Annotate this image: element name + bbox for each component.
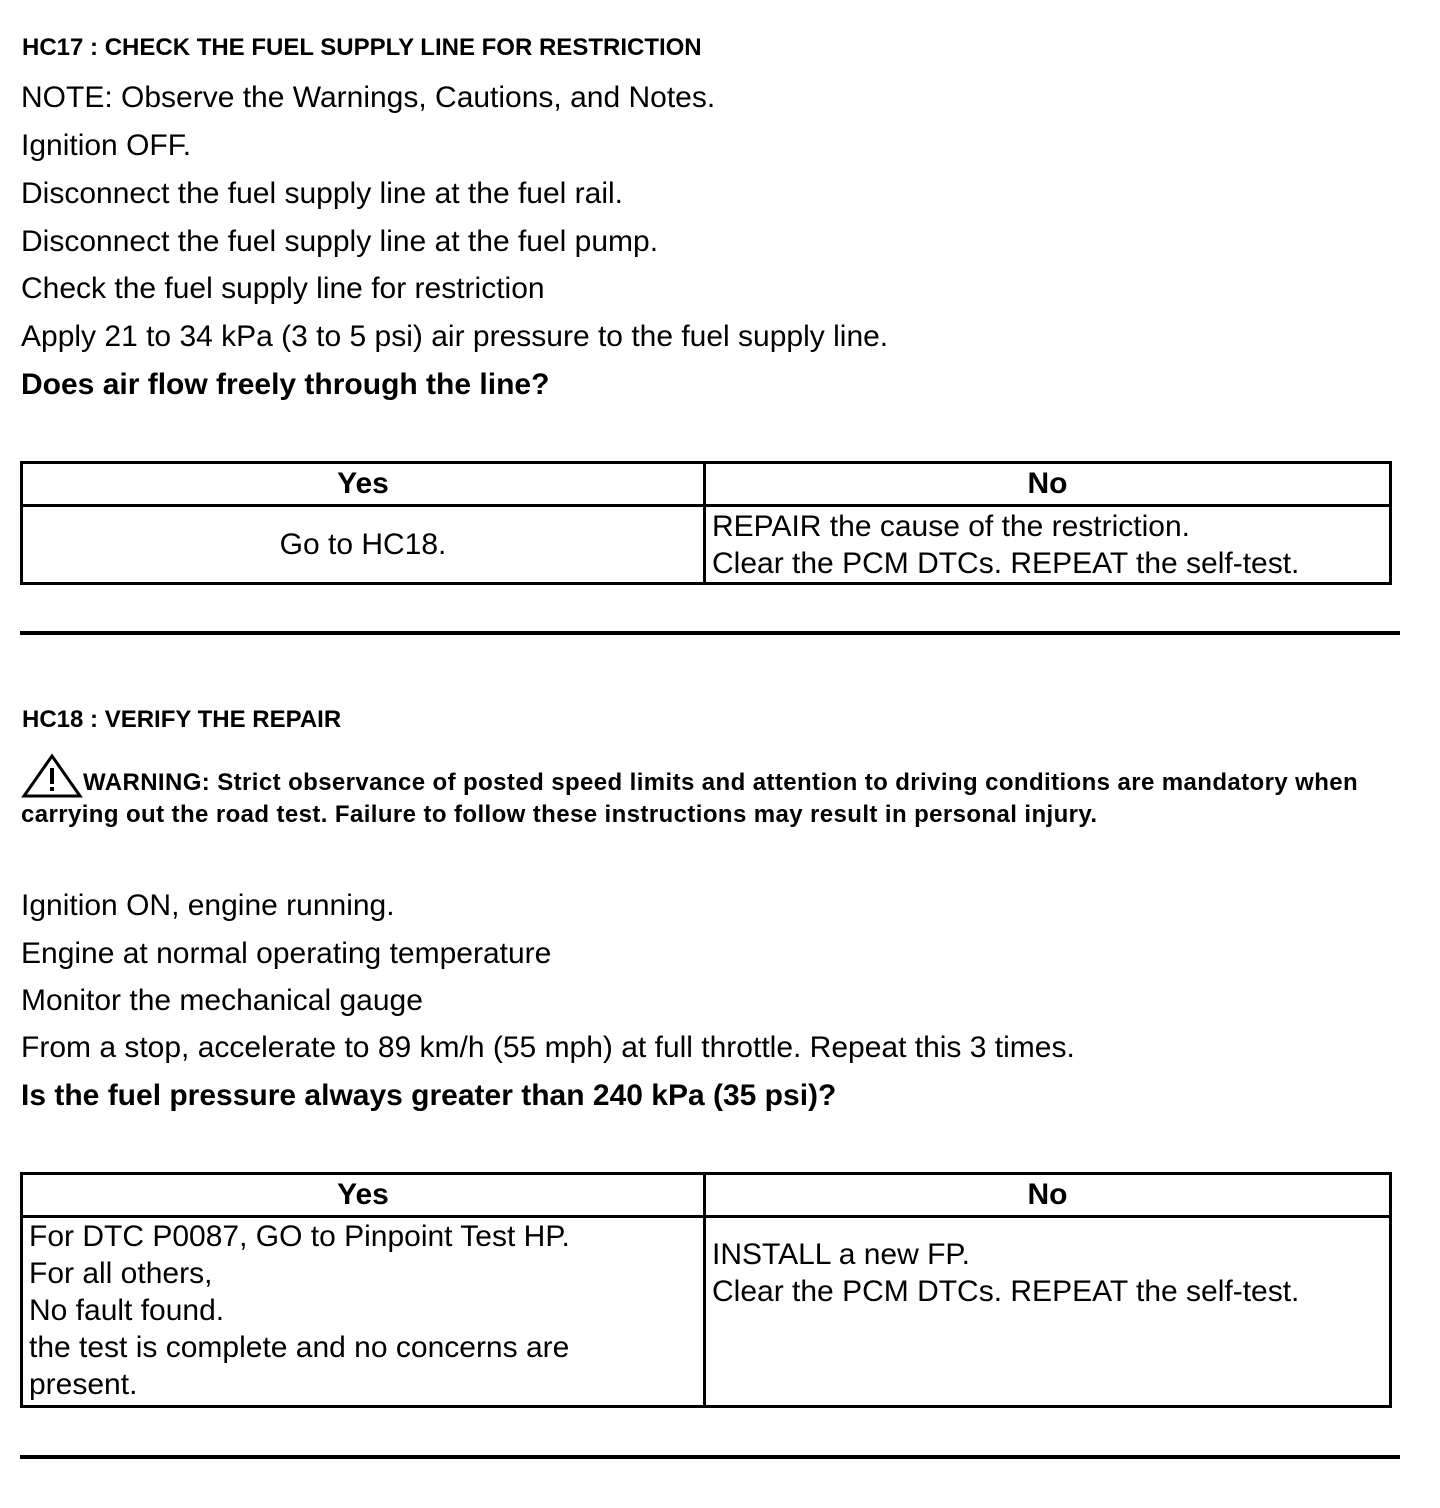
hc18-question: Is the fuel pressure always greater than 240 kPa (35 psi)?: [21, 1079, 837, 1112]
hc18-yes-line: For all others,: [29, 1257, 213, 1290]
hc18-yes-cell: [22, 1217, 705, 1407]
hc18-warning-text: WARNING: Strict observance of posted speed limits and attention to driving conditions are mandatory when carrying out the road test. Failure to follow these instructions may result in personal injury.: [21, 769, 1359, 828]
hc17-no-line: REPAIR the cause of the restriction.: [712, 509, 1190, 543]
hc17-title: HC17 : CHECK THE FUEL SUPPLY LINE FOR RESTRICTION: [22, 34, 702, 61]
warning-triangle-icon: [21, 753, 83, 799]
hc17-no-cell: [705, 506, 1391, 584]
hc18-title: HC18 : VERIFY THE REPAIR: [22, 706, 342, 733]
hc18-warning: [21, 753, 1381, 831]
hc17-step-disconnect-pump: Disconnect the fuel supply line at the fuel pump.: [21, 225, 659, 258]
hc18-no-cell: [705, 1217, 1391, 1407]
hc18-yes-header: Yes: [22, 1174, 705, 1217]
hc18-yes-line: the test is complete and no concerns are: [29, 1331, 570, 1364]
hc18-no-line: INSTALL a new FP.: [712, 1238, 970, 1271]
section-divider: [20, 1455, 1400, 1459]
hc18-step-ignition: Ignition ON, engine running.: [21, 889, 395, 922]
hc17-no-line: Clear the PCM DTCs. REPEAT the self-test.: [712, 546, 1300, 580]
hc18-no-header: No: [705, 1174, 1391, 1217]
hc17-step-check: Check the fuel supply line for restriction: [21, 272, 545, 305]
hc18-no-line: Clear the PCM DTCs. REPEAT the self-test.: [712, 1275, 1300, 1308]
hc17-question: Does air flow freely through the line?: [21, 368, 550, 401]
hc17-yes-cell: [22, 506, 705, 584]
hc17-step-disconnect-rail: Disconnect the fuel supply line at the fuel rail.: [21, 177, 624, 210]
hc18-step-accelerate: From a stop, accelerate to 89 km/h (55 mph) at full throttle. Repeat this 3 times.: [21, 1031, 1075, 1064]
hc17-step-apply: Apply 21 to 34 kPa (3 to 5 psi) air pressure to the fuel supply line.: [21, 320, 889, 353]
hc18-yes-line: present.: [29, 1368, 138, 1401]
hc17-decision-table: [20, 461, 1392, 585]
hc18-yes-line: No fault found.: [29, 1294, 225, 1327]
hc17-step-note: NOTE: Observe the Warnings, Cautions, and Notes.: [21, 81, 716, 114]
section-divider: [20, 631, 1400, 635]
hc18-decision-table: [20, 1172, 1392, 1408]
hc17-yes-text: Go to HC18.: [279, 528, 447, 561]
hc18-step-temperature: Engine at normal operating temperature: [21, 937, 552, 970]
hc17-step-ignition: Ignition OFF.: [21, 129, 192, 162]
hc18-step-monitor: Monitor the mechanical gauge: [21, 984, 423, 1017]
hc17-no-header: No: [705, 463, 1391, 506]
hc17-yes-header: Yes: [22, 463, 705, 506]
hc18-yes-line: For DTC P0087, GO to Pinpoint Test HP.: [29, 1220, 570, 1253]
